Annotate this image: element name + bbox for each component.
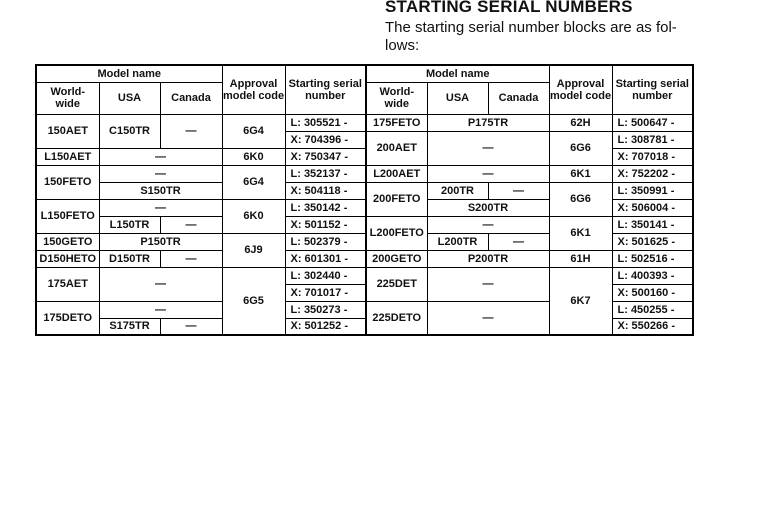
model-worldwide: L150FETO	[36, 199, 99, 233]
header-worldwide: World- wide	[36, 82, 99, 114]
model-worldwide: 175DETO	[36, 301, 99, 335]
serial-number: X: 601301 -	[285, 250, 366, 267]
serial-number: L: 350141 -	[612, 216, 693, 233]
model-usa-canada: —	[99, 199, 222, 216]
table-row	[36, 114, 693, 131]
model-canada: —	[160, 250, 222, 267]
serial-number: X: 506004 -	[612, 199, 693, 216]
serial-number: L: 308781 -	[612, 131, 693, 148]
serial-number: X: 550266 -	[612, 318, 693, 335]
model-canada: —	[488, 182, 549, 199]
serial-number: X: 750347 -	[285, 148, 366, 165]
header-model-name: Model name	[36, 65, 222, 82]
table-row	[36, 250, 693, 267]
table-row	[36, 165, 693, 182]
serial-number: X: 501152 -	[285, 216, 366, 233]
model-usa-canada: S200TR	[427, 199, 549, 216]
header-worldwide: World- wide	[366, 82, 427, 114]
table-row	[36, 267, 693, 284]
header-serial: Starting serial number	[285, 65, 366, 114]
model-usa-canada: —	[427, 131, 549, 165]
model-usa: C150TR	[99, 114, 160, 148]
serial-number: L: 502516 -	[612, 250, 693, 267]
model-usa-canada: —	[427, 267, 549, 301]
serial-number-table	[35, 64, 694, 336]
serial-number: L: 350991 -	[612, 182, 693, 199]
model-usa-canada: S150TR	[99, 182, 222, 199]
header-serial: Starting serial number	[612, 65, 693, 114]
serial-number: X: 500160 -	[612, 284, 693, 301]
model-usa: S175TR	[99, 318, 160, 335]
model-usa: 200TR	[427, 182, 488, 199]
serial-number: X: 501252 -	[285, 318, 366, 335]
model-usa-canada: —	[427, 301, 549, 335]
approval-code: 6K0	[222, 148, 285, 165]
approval-code: 6G4	[222, 165, 285, 199]
model-worldwide: L200AET	[366, 165, 427, 182]
serial-number: L: 500647 -	[612, 114, 693, 131]
serial-number: L: 352137 -	[285, 165, 366, 182]
model-usa-canada: P200TR	[427, 250, 549, 267]
model-worldwide: 200GETO	[366, 250, 427, 267]
model-worldwide: D150HETO	[36, 250, 99, 267]
model-worldwide: 175AET	[36, 267, 99, 301]
model-worldwide: 175FETO	[366, 114, 427, 131]
model-worldwide: 225DET	[366, 267, 427, 301]
approval-code: 6G6	[549, 131, 612, 165]
approval-code: 61H	[549, 250, 612, 267]
model-canada: —	[488, 233, 549, 250]
approval-code: 6J9	[222, 233, 285, 267]
approval-code: 62H	[549, 114, 612, 131]
approval-code: 6K0	[222, 199, 285, 233]
header-approval-code: Approval model code	[549, 65, 612, 114]
model-worldwide: L200FETO	[366, 216, 427, 250]
model-usa-canada: P175TR	[427, 114, 549, 131]
model-usa: D150TR	[99, 250, 160, 267]
model-usa-canada: —	[427, 216, 549, 233]
approval-code: 6K1	[549, 216, 612, 250]
serial-number: L: 400393 -	[612, 267, 693, 284]
serial-number: X: 752202 -	[612, 165, 693, 182]
approval-code: 6K7	[549, 267, 612, 335]
model-canada: —	[160, 114, 222, 148]
model-usa-canada: —	[99, 165, 222, 182]
serial-number: X: 707018 -	[612, 148, 693, 165]
header-usa: USA	[99, 82, 160, 114]
serial-number: L: 350273 -	[285, 301, 366, 318]
serial-number-table-wrapper	[35, 64, 694, 336]
serial-number: L: 305521 -	[285, 114, 366, 131]
model-canada: —	[160, 318, 222, 335]
model-worldwide: 225DETO	[366, 301, 427, 335]
model-worldwide: 200FETO	[366, 182, 427, 216]
serial-number: X: 501625 -	[612, 233, 693, 250]
header-approval-code: Approval model code	[222, 65, 285, 114]
model-usa-canada: —	[99, 267, 222, 301]
header-model-name: Model name	[366, 65, 549, 82]
serial-number: L: 450255 -	[612, 301, 693, 318]
model-canada: —	[160, 216, 222, 233]
serial-number: X: 704396 -	[285, 131, 366, 148]
approval-code: 6K1	[549, 165, 612, 182]
approval-code: 6G5	[222, 267, 285, 335]
model-worldwide: 200AET	[366, 131, 427, 165]
model-usa-canada: —	[99, 148, 222, 165]
header-usa: USA	[427, 82, 488, 114]
approval-code: 6G4	[222, 114, 285, 148]
intro-text: The starting serial number blocks are as fol- lows:	[385, 19, 677, 54]
serial-number: X: 701017 -	[285, 284, 366, 301]
serial-number: L: 502379 -	[285, 233, 366, 250]
serial-number: X: 504118 -	[285, 182, 366, 199]
model-usa-canada: P150TR	[99, 233, 222, 250]
model-worldwide: 150AET	[36, 114, 99, 148]
header-canada: Canada	[160, 82, 222, 114]
model-worldwide: L150AET	[36, 148, 99, 165]
page-title: STARTING SERIAL NUMBERS	[385, 0, 633, 16]
model-worldwide: 150FETO	[36, 165, 99, 199]
model-worldwide: 150GETO	[36, 233, 99, 250]
serial-number: L: 350142 -	[285, 199, 366, 216]
model-usa-canada: —	[427, 165, 549, 182]
model-usa: L150TR	[99, 216, 160, 233]
approval-code: 6G6	[549, 182, 612, 216]
model-usa: L200TR	[427, 233, 488, 250]
model-usa-canada: —	[99, 301, 222, 318]
serial-number: L: 302440 -	[285, 267, 366, 284]
table-row	[36, 216, 693, 233]
header-canada: Canada	[488, 82, 549, 114]
table-row	[36, 182, 693, 199]
